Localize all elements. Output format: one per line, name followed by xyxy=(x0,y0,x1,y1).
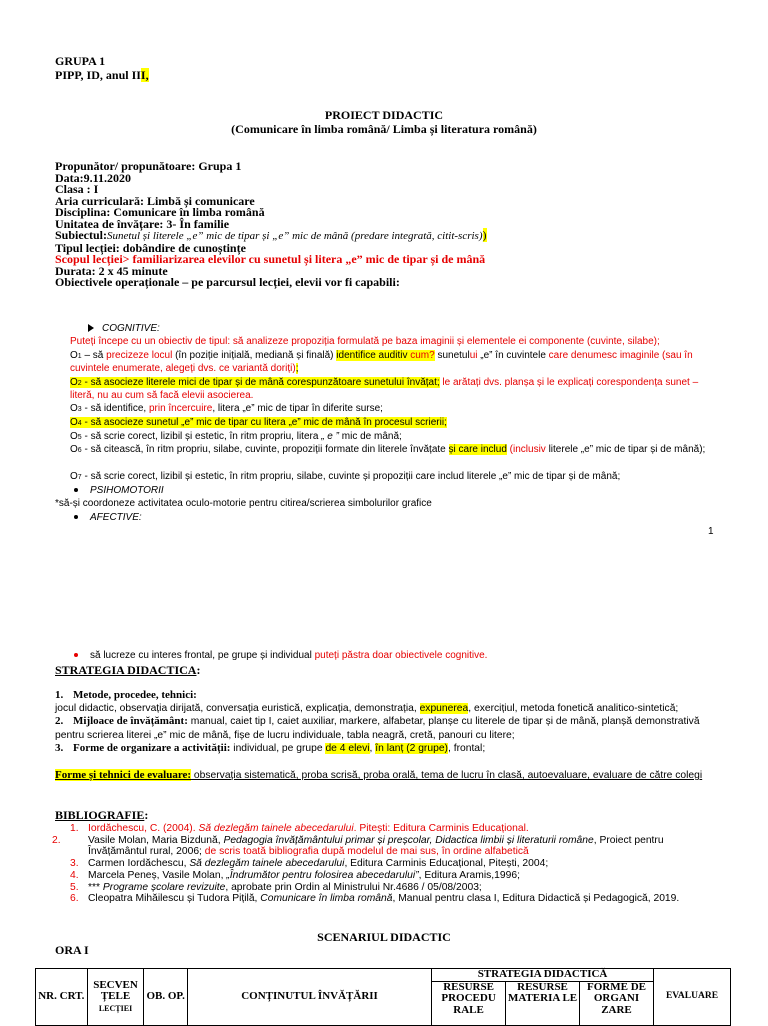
col-material-resources: RESURSE MATERIA LE xyxy=(506,981,580,1025)
affective-heading: AFECTIVE: xyxy=(70,512,720,524)
objective-o2: O2 - să asocieze literele mici de tipar și de mână corespunzătoare sunetului învățat; le arătați dvs. planșa și le explicați corespondența sunet – literă, nu au cum să facă elevii asocierea. xyxy=(70,377,699,402)
col-organization-forms: FORME DE ORGANI ZARE xyxy=(580,981,654,1025)
objective-o3: O3 - să identifice, prin încercuire, litera „e” mic de tipar în diferite surse; xyxy=(70,403,383,414)
bibliography-item: 4. Marcela Peneș, Vasile Molan, „Îndrumător pentru folosirea abecedarului”, Editura Aramis,1996; xyxy=(70,869,520,881)
col-nr: NR. CRT. xyxy=(36,969,88,1026)
psychomotor-item: *să-și coordoneze activitatea oculo-motorie pentru citirea/scrierea simbolurilor grafice xyxy=(55,498,432,509)
objective-o5: O5 - să scrie corect, lizibil și estetic, în ritm propriu, litera „ e ” mic de mână; xyxy=(70,431,402,442)
bullet-arrow-icon xyxy=(88,324,94,332)
strategy-methods: 1. Metode, procedee, tehnici: jocul didactic, observația dirijată, conversația euristică, explicația, demonstrația, expunerea, exercițiul, metoda fonetică analitico-sintetică; xyxy=(55,689,679,714)
lesson-info xyxy=(55,161,487,289)
bullet-dot-icon xyxy=(74,488,78,492)
objective-note: Puteți începe cu un obiectiv de tipul: să analizeze propoziția formulată pe baza imaginii și elementele ei componente (cuvinte, silabe); xyxy=(70,336,660,347)
bullet-dot-icon xyxy=(74,653,78,657)
discipline: Disciplina: Comunicare în limba română xyxy=(55,205,265,219)
scenario-title: SCENARIUL DIDACTIC xyxy=(317,930,451,944)
group-label: GRUPA 1 xyxy=(55,54,106,68)
col-sequence: SECVEN ȚELE LECȚIEI xyxy=(87,969,144,1026)
proponent: Propunător/ propunătoare: Grupa 1 xyxy=(55,159,242,173)
page-number: 1 xyxy=(708,526,714,537)
cognitive-heading: COGNITIVE: xyxy=(70,323,720,335)
col-strategy: STRATEGIA DIDACTICĂ xyxy=(432,969,654,982)
lesson-goal: Scopul lecției> familiarizarea elevilor cu sunetul și litera „e” mic de tipar și de mână xyxy=(55,252,486,266)
col-content: CONȚINUTUL ÎNVĂȚĂRII xyxy=(187,969,431,1026)
lesson-type: Tipul lecției: dobândire de cunoștințe xyxy=(55,240,246,255)
affective-item: să lucreze cu interes frontal, pe grupe și individual puteți păstra doar obiectivele cognitive. xyxy=(70,650,720,662)
scenario-hour: ORA I xyxy=(55,943,89,957)
bibliography-heading: BIBLIOGRAFIE: xyxy=(55,808,149,822)
bullet-dot-icon xyxy=(74,515,78,519)
program-label: PIPP, ID, anul III, xyxy=(55,68,149,82)
col-procedural-resources: RESURSE PROCEDU RALE xyxy=(432,981,506,1025)
objective-o4: O4 - să asocieze sunetul „e” mic de tipar cu litera „e” mic de mână în procesul scrierii; xyxy=(70,417,447,428)
bibliography-item: 2. Vasile Molan, Maria Bizdună, Pedagogia învățământului primar și preșcolar, Didactica limbii și literaturii române, Proiect pentru Învățământul rural, 2006; de scris toată bibliografia după modelul de mai sus, în ordine alfabetică xyxy=(52,834,664,858)
scenario-table xyxy=(35,968,731,1026)
psychomotor-heading: PSIHOMOTORII xyxy=(70,485,720,497)
objectives-intro: Obiectivele operaționale – pe parcursul lecției, elevii vor fi capabili: xyxy=(55,275,400,289)
strategy-heading: STRATEGIA DIDACTICA: xyxy=(55,663,201,677)
col-evaluation: EVALUARE xyxy=(653,969,730,1026)
objective-o1: O1 – să precizeze locul (în poziție inițială, mediană și finală) identifice auditiv cum? sunetului „e” în cuvintele care denumesc imaginile (sau în cuvintele enumerate, alegeți dvs. ce variantă doriți); xyxy=(70,350,693,375)
lesson-subject: Subiectul:Sunetul și literele „e” mic de tipar și „e” mic de mână (predare integrată, citit-scris)) xyxy=(55,228,487,242)
bibliography-item: 5. *** Programe școlare revizuite, aprobate prin Ordin al Ministrului Nr.4686 / 05/08/2003; xyxy=(70,881,482,893)
bibliography-list xyxy=(52,823,710,905)
objective-o6: O6 - să citească, în ritm propriu, silabe, cuvinte, propoziții formate din literele învățate și care includ (inclusiv literele „e” mic de tipar și de mână); xyxy=(70,444,706,455)
strategy-organization: 3. Forme de organizare a activității: individual, pe grupe de 4 elevi, în lanț (2 grupe), frontal; xyxy=(55,742,486,754)
curricular-area: Aria curriculară: Limbă și comunicare xyxy=(55,193,255,208)
strategy-resources: 2. Mijloace de învățământ: manual, caiet tip I, caiet auxiliar, markere, alfabetar, planșe cu literele de tipar și de mână, planșă demonstrativă pentru scrierea literei „e” mic de mână, fișe de lucru individuale, tabla neagră, cretă, panouri cu litere; xyxy=(55,715,700,741)
document-subtitle: (Comunicare în limba română/ Limba și literatura română) xyxy=(231,122,537,136)
bibliography-item: 6. Cleopatra Mihăilescu și Tudora Pițilă, Comunicare în limba română, Manual pentru clasa I, Editura Didactică și Pedagogică, 2019. xyxy=(70,893,680,905)
bibliography-item: 3. Carmen Iordăchescu, Să dezlegăm tainele abecedarului, Editura Carminis Educațional, Pitești, 2004; xyxy=(70,858,549,870)
lesson-date: Data:9.11.2020 xyxy=(55,170,131,185)
lesson-class: Clasa : I xyxy=(55,182,99,196)
document-title: PROIECT DIDACTIC xyxy=(324,108,444,122)
objective-o7: O7 - să scrie corect, lizibil și estetic, în ritm propriu, silabe, cuvinte și propoziții care includ literele „e” mic de tipar și de mână; xyxy=(70,471,621,482)
evaluation-forms: Forme și tehnici de evaluare: observația sistematică, proba scrisă, proba orală, tema de lucru în clasă, autoevaluare, evaluare de către colegi xyxy=(55,769,703,781)
learning-unit: Unitatea de învățare: 3- În familie xyxy=(55,216,230,231)
lesson-duration: Durata: 2 x 45 minute xyxy=(55,263,168,278)
col-objectives: OB. OP. xyxy=(144,969,188,1026)
bibliography-item: 1. Iordăchescu, C. (2004). Să dezlegăm tainele abecedarului. Pitești: Editura Carminis Educațional. xyxy=(70,823,529,834)
